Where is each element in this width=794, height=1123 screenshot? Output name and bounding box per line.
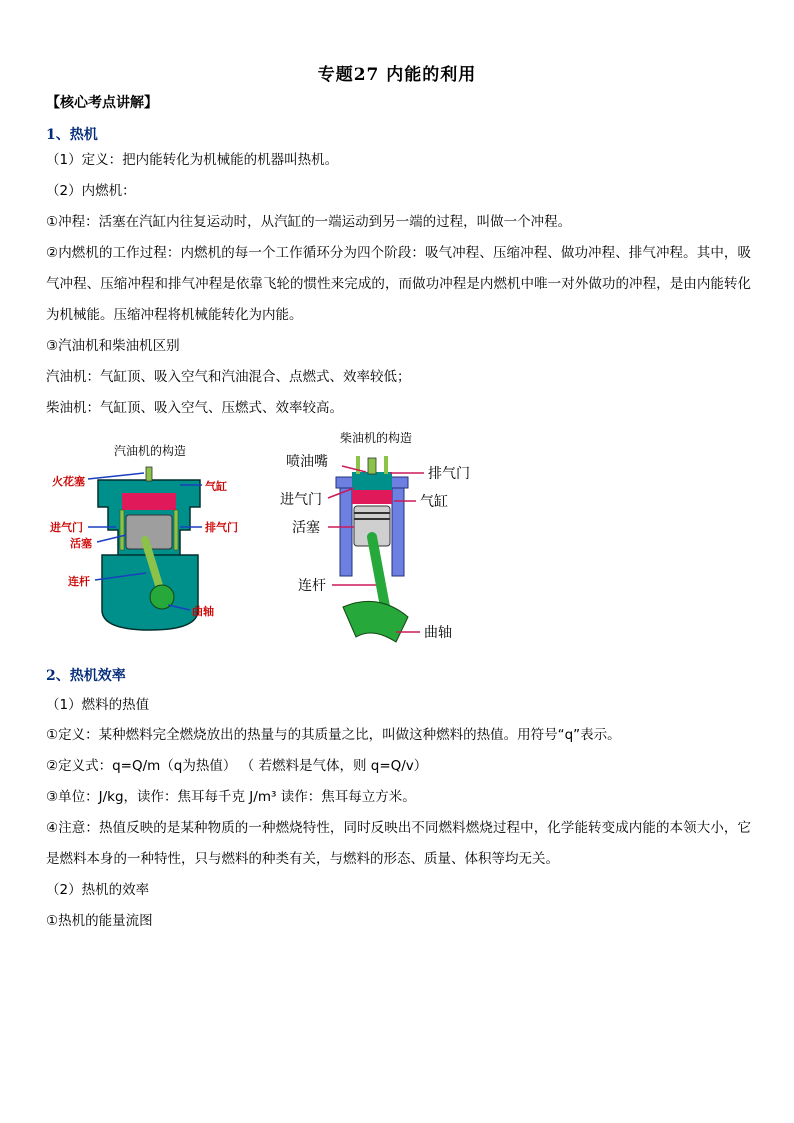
label-cylinder: 气缸 <box>205 480 227 493</box>
paragraph-note: ④注意：热值反映的是某种物质的一种燃烧特性，同时反映出不同燃料燃烧过程中，化学能转变成内能的本领大小，它是燃料本身的一种特性，只与燃料的种类有关，与燃料的形态、质量、体积等均无关。 <box>46 820 751 867</box>
heading-heat-efficiency: 2、热机效率 <box>46 668 126 684</box>
label-crank-diesel: 曲轴 <box>424 625 452 641</box>
label-piston: 活塞 <box>70 537 92 550</box>
paragraph-formula: ②定义式：q=Q/m（q为热值） （ 若燃料是气体，则 q=Q/v） <box>46 758 428 774</box>
label-rod-diesel: 连杆 <box>298 578 326 594</box>
paragraph-gasoline: 汽油机：气缸顶、吸入空气和汽油混合、点燃式、效率较低； <box>46 369 411 385</box>
section-header: 【核心考点讲解】 <box>46 95 158 111</box>
paragraph-ice: （2）内燃机： <box>46 183 136 199</box>
label-intake: 进气门 <box>50 521 83 534</box>
label-piston-diesel: 活塞 <box>292 520 320 536</box>
page-title: 专题27 内能的利用 <box>317 65 477 85</box>
paragraph-heat-value-definition: ①定义：某种燃料完全燃烧放出的热量与的其质量之比，叫做这种燃料的热值。用符号“q”表示。 <box>46 727 621 743</box>
heading-heat-engine: 1、热机 <box>46 127 98 143</box>
paragraph-efficiency: （2）热机的效率 <box>46 882 150 898</box>
gasoline-diagram-title: 汽油机的构造 <box>113 444 187 458</box>
paragraph-heat-value: （1）燃料的热值 <box>46 697 150 713</box>
paragraph-energy-flow: ①热机的能量流图 <box>46 913 153 929</box>
paragraph-difference: ③汽油机和柴油机区别 <box>46 338 180 354</box>
label-spark-plug: 火花塞 <box>52 475 85 488</box>
diesel-engine-diagram <box>268 422 508 662</box>
paragraph-working-process: ②内燃机的工作过程：内燃机的每一个工作循环分为四个阶段：吸气冲程、压缩冲程、做功冲程、排气冲程。其中，吸气冲程、压缩冲程和排气冲程是依靠飞轮的惯性来完成的，而做功冲程是内燃机中唯一对外做功的冲程，是由内能转化为机械能。压缩冲程将机械能转化为内能。 <box>46 245 751 323</box>
label-crank: 曲轴 <box>192 605 214 618</box>
label-exhaust-diesel: 排气门 <box>428 466 470 482</box>
paragraph-unit: ③单位：J/kg，读作：焦耳每千克 J/m³ 读作：焦耳每立方米。 <box>46 789 416 805</box>
gasoline-engine-diagram <box>40 435 260 650</box>
label-injector: 喷油嘴 <box>286 454 328 470</box>
label-rod: 连杆 <box>68 575 90 588</box>
paragraph-stroke: ①冲程：活塞在汽缸内往复运动时，从汽缸的一端运动到另一端的过程，叫做一个冲程。 <box>46 214 572 230</box>
paragraph-definition: （1）定义：把内能转化为机械能的机器叫热机。 <box>46 152 339 168</box>
paragraph-diesel: 柴油机：气缸顶、吸入空气、压燃式、效率较高。 <box>46 400 343 416</box>
label-exhaust: 排气门 <box>205 521 238 534</box>
label-intake-diesel: 进气门 <box>280 492 322 508</box>
diesel-diagram-title: 柴油机的构造 <box>339 431 413 445</box>
label-cylinder-diesel: 气缸 <box>420 494 448 510</box>
